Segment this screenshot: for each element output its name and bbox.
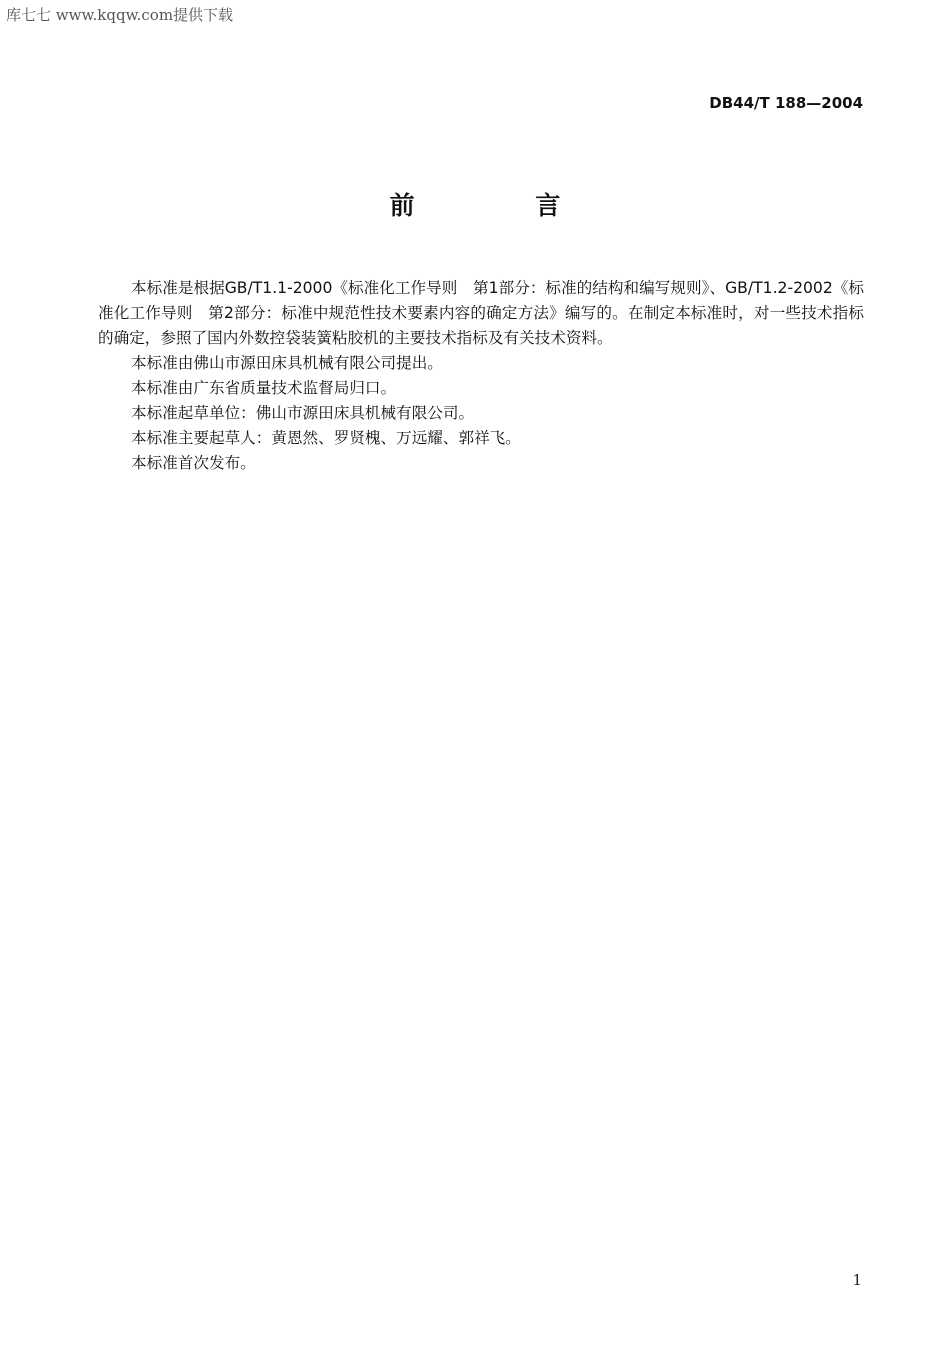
paragraph-administrator: 本标准由广东省质量技术监督局归口。: [131, 379, 397, 397]
document-code: DB44/T 188—2004: [709, 94, 863, 112]
page-title: 前 言: [389, 191, 617, 220]
paragraph-drafters: 本标准主要起草人：黄恩然、罗贤槐、万远耀、郭祥飞。: [131, 429, 521, 447]
watermark-text: 库七七 www.kqqw.com提供下载: [6, 6, 234, 24]
paragraph-drafting-unit: 本标准起草单位：佛山市源田床具机械有限公司。: [131, 404, 475, 422]
paragraph-proposer: 本标准由佛山市源田床具机械有限公司提出。: [131, 354, 443, 372]
paragraph-basis: 本标准是根据GB/T1.1-2000《标准化工作导则 第1部分：标准的结构和编写规则》、GB/T1.2-2002《标准化工作导则 第2部分：标准中规范性技术要素内容的确定方法》编写的。在制定本标准时，对一些技术指标的确定，参照了国内外数控袋装簧粘胶机的主要技术指标及有关技术资料。: [98, 279, 864, 347]
paragraph-first-release: 本标准首次发布。: [131, 454, 256, 472]
foreword-body: [98, 276, 864, 476]
page-number: 1: [852, 1271, 862, 1289]
